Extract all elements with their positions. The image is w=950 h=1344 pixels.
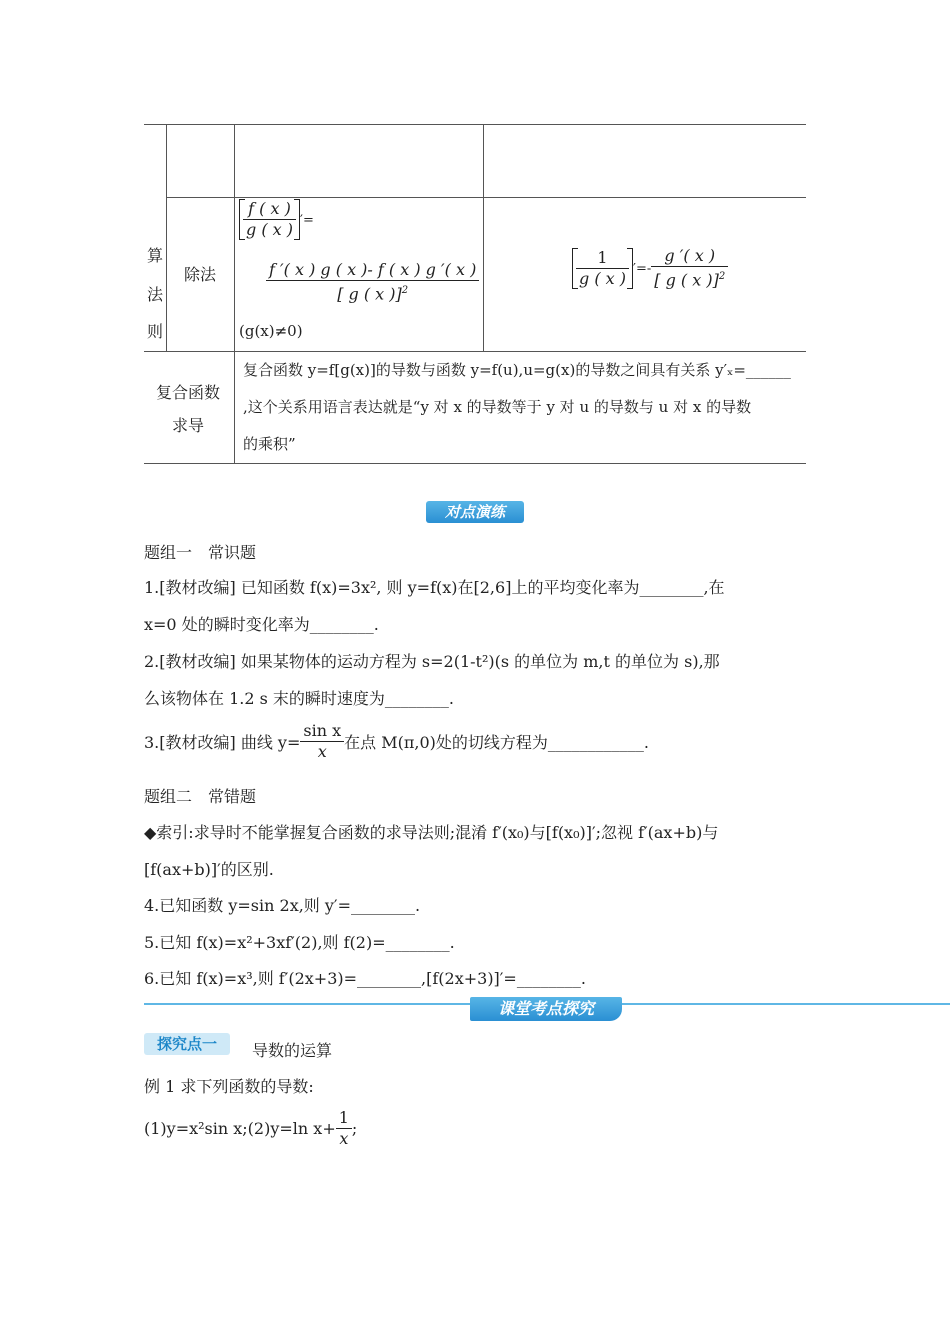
table-col-line-2: [234, 124, 235, 463]
reciprocal-den2: [ g ( x )]: [654, 270, 719, 290]
division-formula-bracket: [239, 199, 314, 240]
division-main-num: f ′( x ) g ( x )- f ( x ) g ′( x ): [266, 260, 479, 281]
question-1-line1: 1.[教材改编] 已知函数 f(x)=3x², 则 y=f(x)在[2,6]上的平均变化率为________,在: [144, 578, 725, 597]
example-1-items-prefix: (1)y=x²sin x;(2)y=ln x+: [144, 1119, 336, 1138]
division-condition: (g(x)≠0): [239, 322, 303, 340]
example-1-items: [144, 1108, 357, 1149]
question-6: 6.已知 f(x)=x³,则 f′(2x+3)=________,[f(2x+3)]′=________.: [144, 969, 586, 988]
classroom-banner: 课堂考点探究: [470, 997, 622, 1021]
division-top-den: g ( x ): [246, 220, 294, 239]
division-label: 除法: [184, 265, 217, 284]
question-4: 4.已知函数 y=sin 2x,则 y′=________.: [144, 896, 421, 915]
group2-title: 题组二 常错题: [144, 787, 257, 806]
question-2-line1: 2.[教材改编] 如果某物体的运动方程为 s=2(1-t²)(s 的单位为 m,t 的单位为 s),那: [144, 652, 720, 671]
table-bottom-rule: [144, 463, 806, 464]
practice-section-badge: 对点演练: [426, 501, 524, 523]
table-rule-row2: [144, 351, 806, 352]
group-label-char-3: 则: [147, 322, 164, 341]
example-1-items-suffix: ;: [351, 1119, 358, 1138]
question-5: 5.已知 f(x)=x²+3xf′(2),则 f(2)=________.: [144, 933, 455, 952]
group-label-char-1: 算: [147, 246, 164, 265]
table-col-line-3: [483, 124, 484, 351]
composite-text-line3: 的乘积”: [243, 435, 296, 453]
question-3-num: sin x: [300, 721, 344, 742]
group1-title: 题组一 常识题: [144, 543, 257, 562]
question-3-prefix: 3.[教材改编] 曲线 y=: [144, 733, 301, 752]
reciprocal-formula: [572, 246, 728, 290]
composite-text-line2: ,这个关系用语言表达就是“y 对 x 的导数等于 y 对 u 的导数与 u 对 x 的导数: [243, 398, 752, 416]
question-3-suffix: 在点 M(π,0)处的切线方程为____________.: [344, 733, 649, 752]
explore-point-badge: 探究点一: [144, 1033, 230, 1055]
composite-label-line2: 求导: [172, 416, 205, 435]
reciprocal-eq: ′=-: [633, 261, 652, 277]
table-top-rule: [144, 124, 806, 125]
composite-label-line1: 复合函数: [156, 383, 221, 402]
reciprocal-num2: g ′( x ): [651, 246, 728, 267]
reciprocal-den: g ( x ): [579, 268, 627, 288]
division-prime-eq: ′=: [300, 213, 314, 228]
group-label-char-2: 法: [147, 285, 164, 304]
error-note-line1: ◆索引:求导时不能掌握复合函数的求导法则;混淆 f′(x₀)与[f(x₀)]′;忽视 f′(ax+b)与: [144, 823, 719, 842]
reciprocal-exp: 2: [718, 271, 726, 282]
table-col-line-1: [166, 124, 167, 351]
division-top-num: f ( x ): [243, 199, 296, 220]
explore-point-title: 导数的运算: [252, 1041, 333, 1060]
composite-text-line1: 复合函数 y=f[g(x)]的导数与函数 y=f(u),u=g(x)的导数之间具有关系 y′ₓ=______: [243, 361, 791, 379]
question-3-den: x: [317, 742, 327, 761]
question-1-line2: x=0 处的瞬时变化率为________.: [144, 615, 379, 634]
division-main-den: [ g ( x )]: [337, 284, 402, 304]
example-1-prompt: 例 1 求下列函数的导数:: [144, 1077, 314, 1096]
division-main-exp: 2: [401, 285, 409, 296]
division-formula-main: [266, 260, 479, 304]
error-note-line2: [f(ax+b)]′的区别.: [144, 860, 274, 879]
example-1-frac-den: x: [339, 1129, 349, 1148]
reciprocal-num: 1: [576, 248, 629, 269]
question-3: [144, 721, 649, 762]
example-1-frac-num: 1: [336, 1108, 352, 1129]
table-rule-row1: [166, 197, 806, 198]
question-2-line2: 么该物体在 1.2 s 末的瞬时速度为________.: [144, 689, 455, 708]
